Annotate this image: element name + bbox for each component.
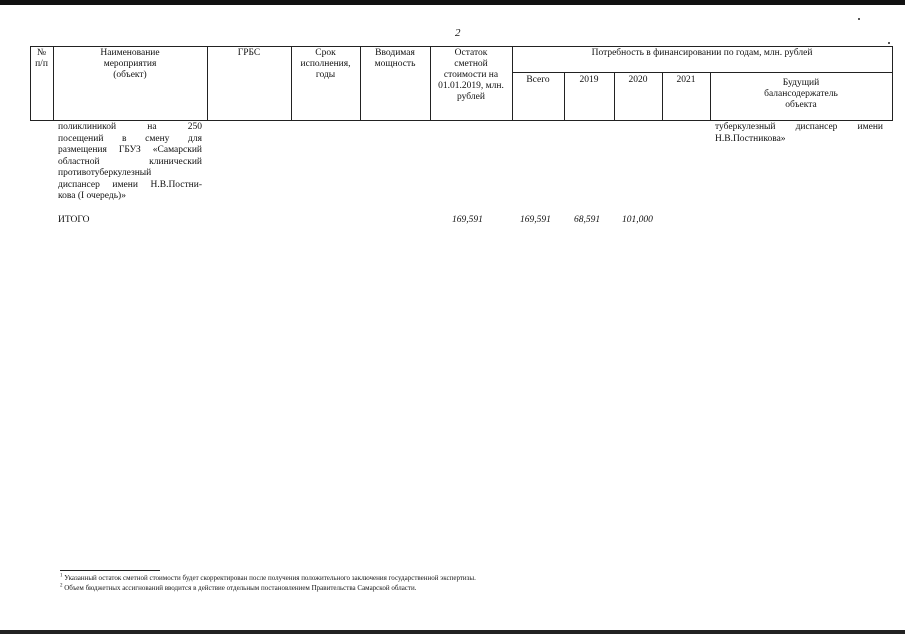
header-balance-holder: Будущий балансодержатель объекта <box>764 78 838 110</box>
header-2020: 2020 <box>628 75 648 85</box>
header-name: Наименование мероприятия (объект) <box>100 48 160 80</box>
total-2020: 101,000 <box>622 215 653 225</box>
header-bottom-border <box>30 120 892 121</box>
header-2021: 2021 <box>676 75 696 85</box>
footnote-1: $^1$ Указанный остаток сметной стоимости будет скорректирован после получения положительного заключения государственной экспертизы. <box>60 573 476 582</box>
footnote-2: $^2$ Объем бюджетных ассигнований вводится в действие отдельным постановлением Правительства Самарской области. <box>60 583 417 592</box>
scan-speck <box>888 42 890 44</box>
total-2019: 68,591 <box>574 215 601 225</box>
header-term: Срок исполнения, годы <box>300 48 351 80</box>
col-border <box>892 46 893 121</box>
row-balance-holder: туберкулезный диспансер имени Н.В.Постникова» <box>715 122 883 144</box>
scan-top-border <box>0 0 905 5</box>
page-number: 2 <box>455 27 461 39</box>
total-remainder: 169,591 <box>452 215 483 225</box>
row-object-name: поликлиникой на 250 посещений в смену для размещения ГБУЗ «Самарский областной клинический противотуберкулезный диспансер имени Н.В.Постни- кова (I очередь)» <box>58 122 202 201</box>
table-top-border <box>30 46 892 47</box>
header-no: № п/п <box>35 48 48 69</box>
header-financing-need: Потребность в финансировании по годам, млн. рублей <box>591 48 813 58</box>
header-grbs: ГРБС <box>237 48 261 58</box>
scan-speck <box>858 18 860 20</box>
header-2019: 2019 <box>579 75 599 85</box>
total-label: ИТОГО <box>58 215 90 225</box>
header-total: Всего <box>526 75 550 85</box>
financing-subheader-line <box>512 72 892 73</box>
footnote-rule <box>60 570 160 571</box>
header-capacity: Вводимая мощность <box>374 48 416 69</box>
header-remainder: Остаток сметной стоимости на 01.01.2019, млн. рублей <box>438 48 504 102</box>
total-sum: 169,591 <box>520 215 551 225</box>
scan-bottom-border <box>0 630 905 634</box>
